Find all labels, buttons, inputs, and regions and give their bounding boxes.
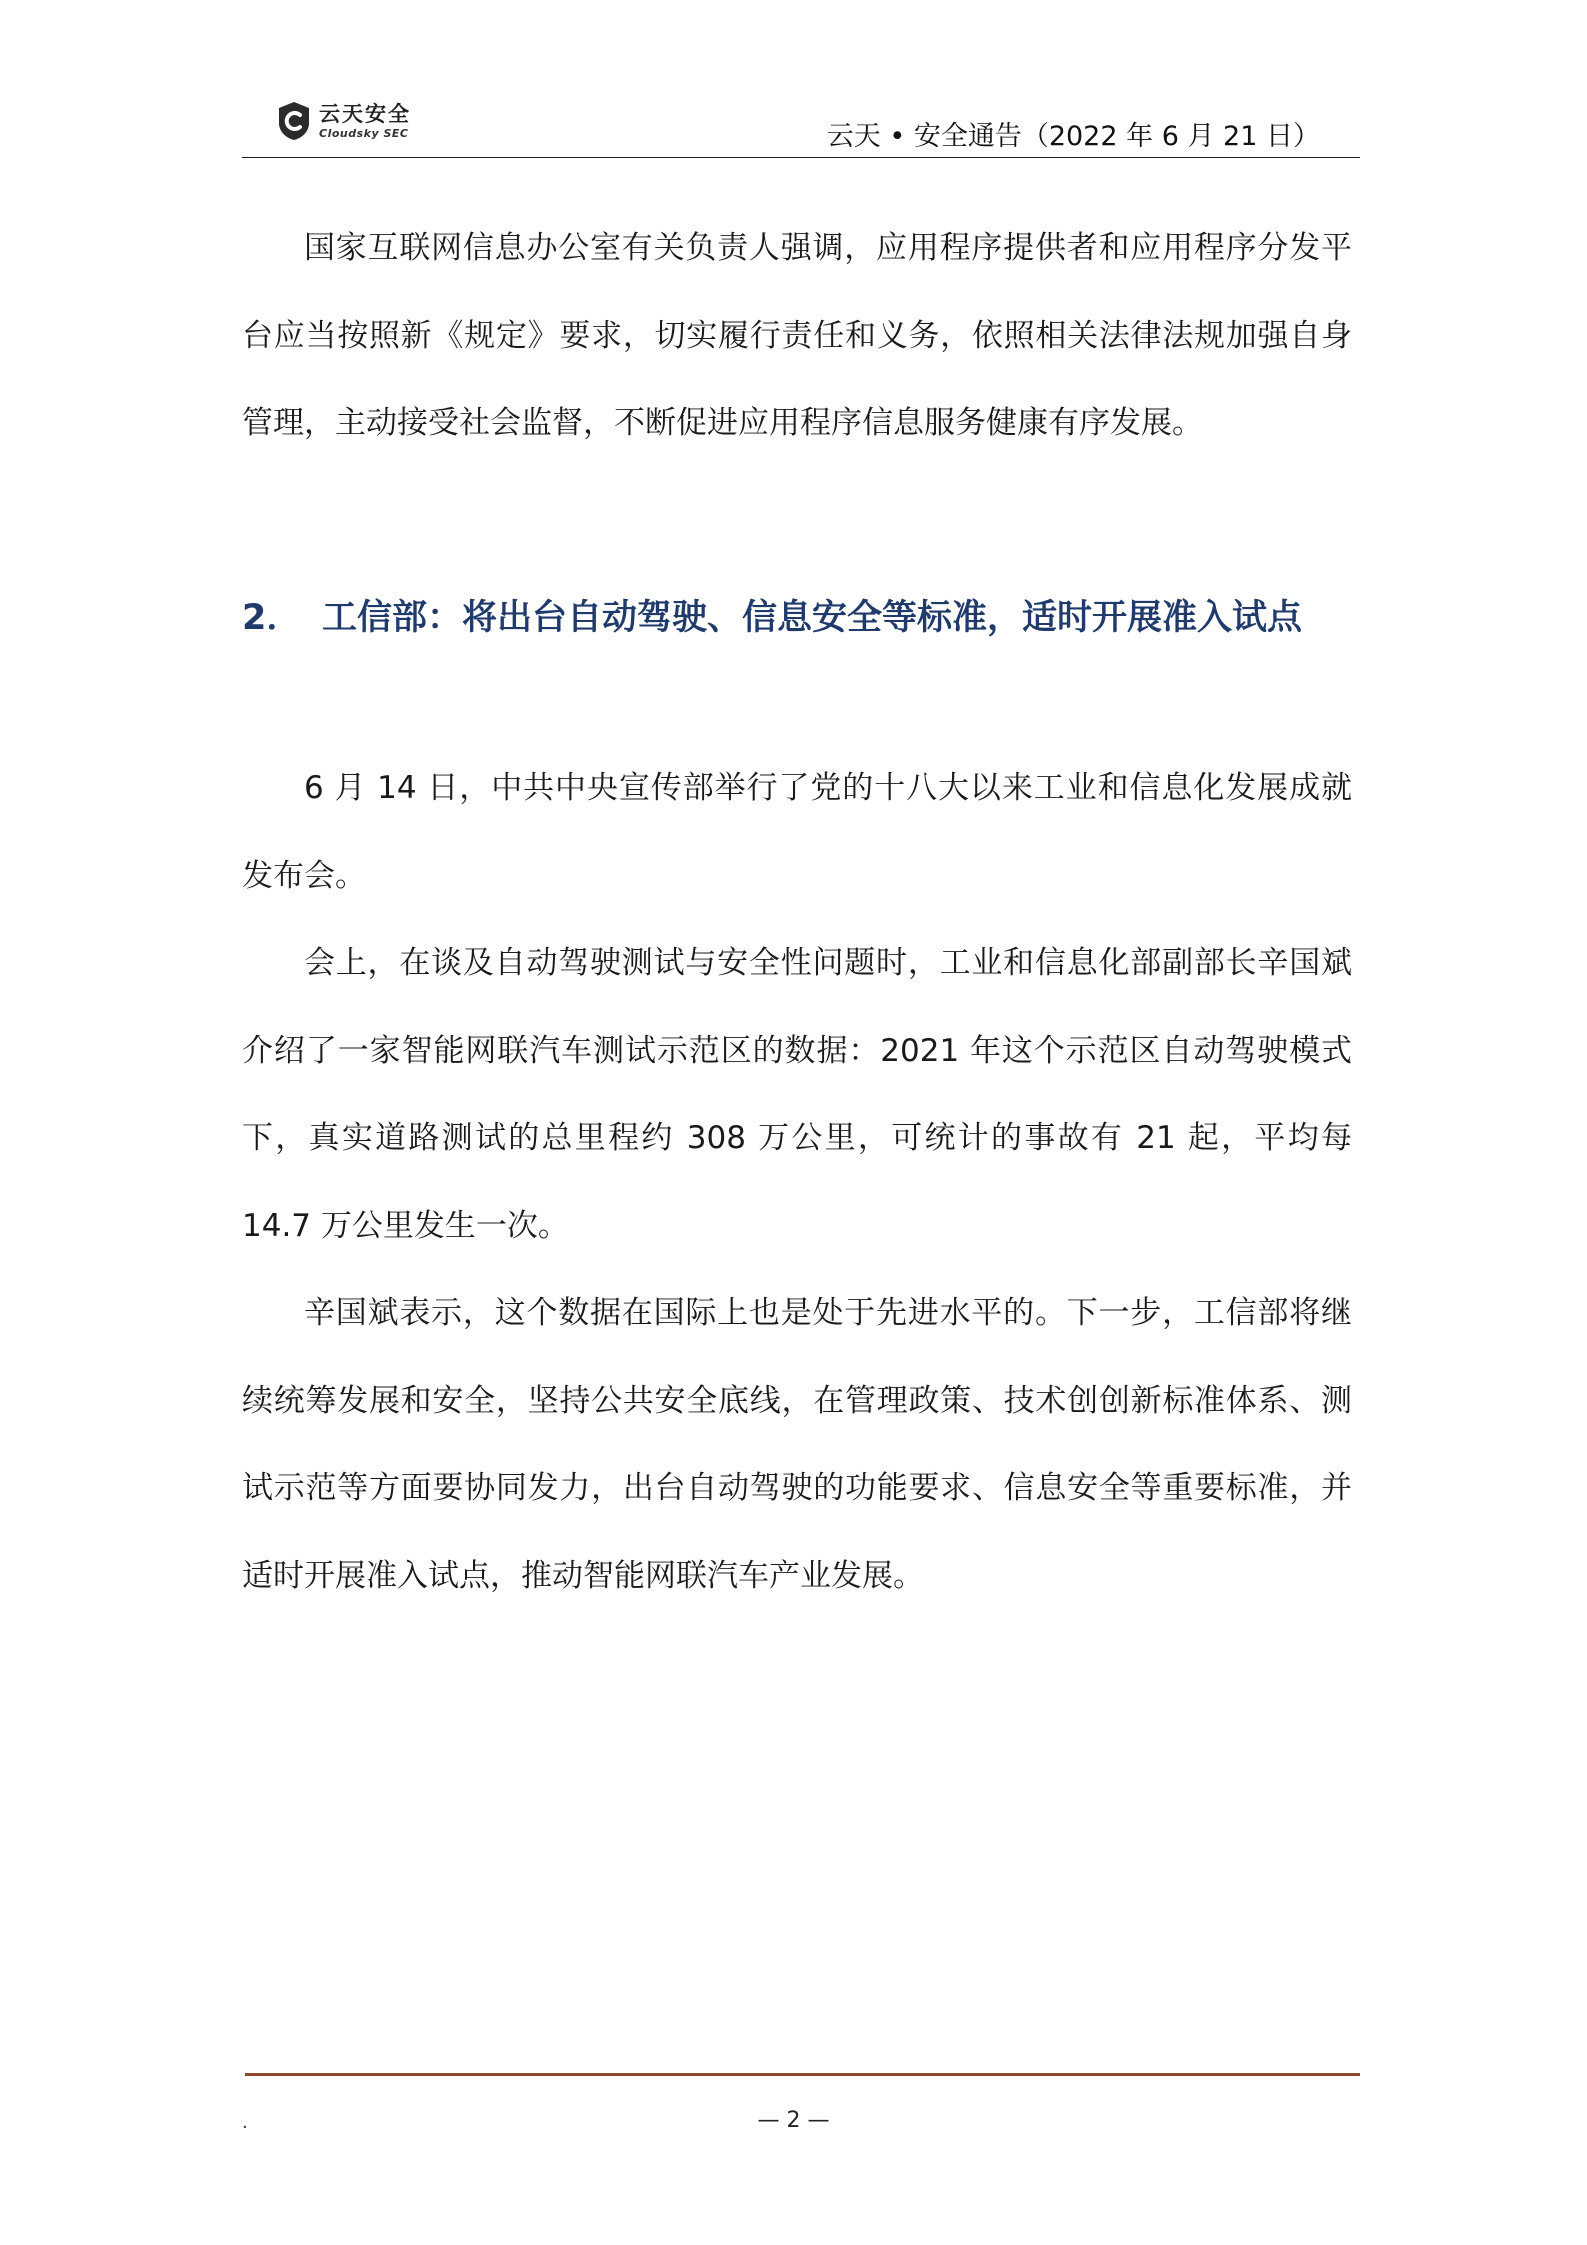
section-title: 工信部：将出台自动驾驶、信息安全等标准，适时开展准入试点 bbox=[322, 598, 1303, 638]
page-number: — 2 — bbox=[757, 2108, 830, 2133]
paragraph: 会上，在谈及自动驾驶测试与安全性问题时，工业和信息化部副部长辛国斌介绍了一家智能网联汽车测试示范区的数据：2021 年这个示范区自动驾驶模式下，真实道路测试的总里程约 308 万公里，可统计的事故有 21 起，平均每 14.7 万公里发生一次。 bbox=[242, 945, 1352, 1244]
paragraph: 6 月 14 日，中共中央宣传部举行了党的十八大以来工业和信息化发展成就发布会。 bbox=[242, 770, 1352, 894]
logo-name-cn: 云天安全 bbox=[319, 101, 411, 126]
footer-mark: . bbox=[242, 2112, 248, 2133]
shield-c-logo-icon bbox=[277, 101, 311, 141]
section-2-heading bbox=[187, 575, 1359, 662]
logo-text bbox=[319, 101, 411, 140]
logo-name-en: Cloudsky SEC bbox=[319, 126, 409, 140]
paragraph: 国家互联网信息办公室有关负责人强调，应用程序提供者和应用程序分发平台应当按照新《规定》要求，切实履行责任和义务，依照相关法律法规加强自身管理，主动接受社会监督，不断促进应用程序信息服务健康有序发展。 bbox=[242, 230, 1352, 441]
section-2-body bbox=[242, 745, 1352, 1620]
bulletin-title: 云天 • 安全通告（2022 年 6 月 21 日） bbox=[826, 121, 1320, 152]
section-number: 2． bbox=[242, 598, 302, 638]
paragraph: 辛国斌表示，这个数据在国际上也是处于先进水平的。下一步，工信部将继续统筹发展和安全，坚持公共安全底线，在管理政策、技术创创新标准体系、测试示范等方面要协同发力，出台自动驾驶的功能要求、信息安全等重要标准，并适时开展准入试点，推动智能网联汽车产业发展。 bbox=[242, 1295, 1352, 1594]
footer-divider bbox=[245, 2073, 1360, 2076]
section-1-body bbox=[242, 205, 1352, 468]
header-divider bbox=[242, 157, 1360, 158]
company-logo bbox=[277, 96, 411, 146]
page-header bbox=[242, 96, 1360, 158]
